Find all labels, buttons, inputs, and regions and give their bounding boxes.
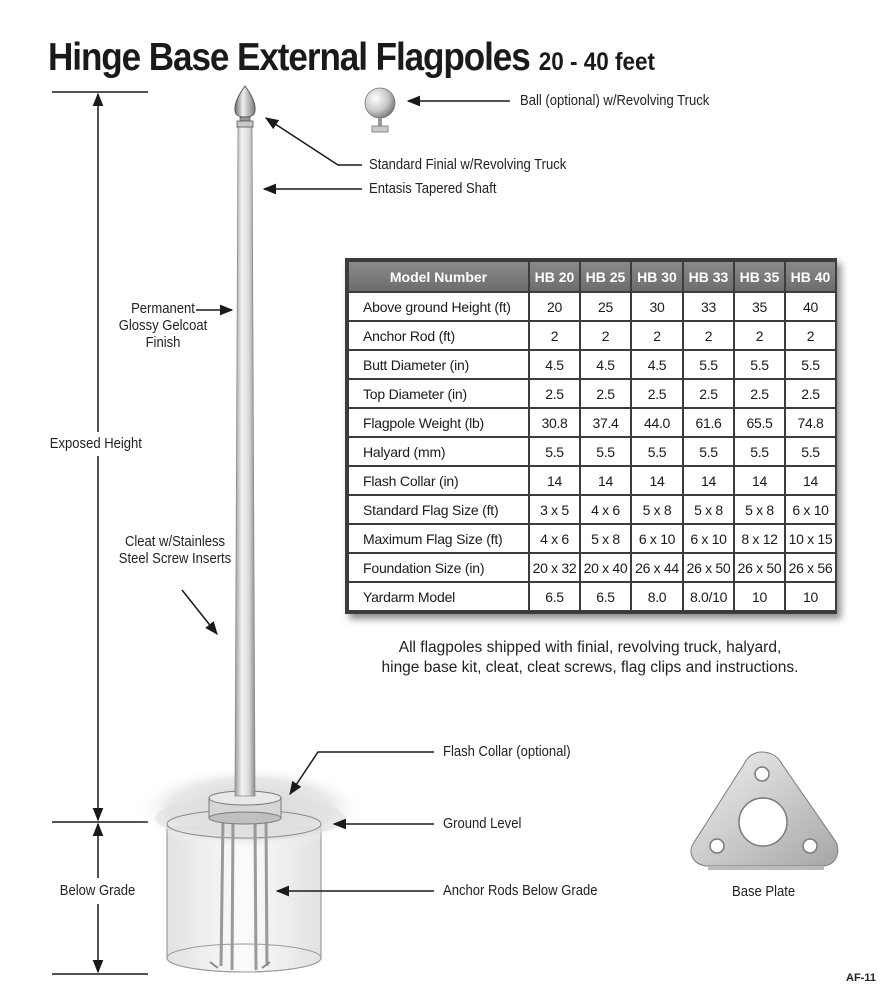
row-label: Standard Flag Size (ft) <box>348 495 529 524</box>
table-cell: 6 x 10 <box>683 524 734 553</box>
header-hb25: HB 25 <box>580 261 631 292</box>
table-cell: 26 x 44 <box>631 553 683 582</box>
table-cell: 14 <box>683 466 734 495</box>
note-line-1: All flagpoles shipped with finial, revolving truck, halyard, <box>398 639 782 656</box>
table-cell: 26 x 56 <box>785 553 836 582</box>
table-cell: 5 x 8 <box>580 524 631 553</box>
table-cell: 8.0/10 <box>683 582 734 611</box>
finial-callout: Standard Finial w/Revolving Truck <box>369 157 567 173</box>
table-row <box>348 292 836 321</box>
table-cell: 35 <box>734 292 785 321</box>
table-row <box>348 553 836 582</box>
table-cell: 33 <box>683 292 734 321</box>
table-cell: 5.5 <box>785 437 836 466</box>
finish-callout: Permanent Glossy Gelcoat Finish <box>118 301 208 351</box>
row-label: Anchor Rod (ft) <box>348 321 529 350</box>
row-label: Yardarm Model <box>348 582 529 611</box>
table-cell: 30.8 <box>529 408 580 437</box>
table-header-row <box>348 261 836 292</box>
table-cell: 14 <box>580 466 631 495</box>
flash-collar-callout: Flash Collar (optional) <box>443 744 571 760</box>
header-hb30: HB 30 <box>631 261 683 292</box>
row-label: Flagpole Weight (lb) <box>348 408 529 437</box>
table-cell: 2.5 <box>529 379 580 408</box>
table-cell: 2.5 <box>580 379 631 408</box>
base-plate <box>691 752 838 868</box>
spec-table <box>347 260 837 612</box>
base-plate-label: Base Plate <box>732 884 796 900</box>
table-cell: 14 <box>734 466 785 495</box>
table-cell: 5.5 <box>785 350 836 379</box>
table-row <box>348 437 836 466</box>
table-cell: 61.6 <box>683 408 734 437</box>
page-number: AF-11 <box>846 972 876 984</box>
table-cell: 30 <box>631 292 683 321</box>
pole-shaft <box>235 126 255 796</box>
spec-table-body <box>348 292 836 611</box>
table-cell: 4.5 <box>580 350 631 379</box>
shipping-note <box>380 638 800 678</box>
finial <box>235 86 255 127</box>
table-cell: 14 <box>529 466 580 495</box>
row-label: Top Diameter (in) <box>348 379 529 408</box>
table-cell: 2 <box>734 321 785 350</box>
table-cell: 2 <box>785 321 836 350</box>
table-cell: 74.8 <box>785 408 836 437</box>
table-cell: 4.5 <box>631 350 683 379</box>
table-cell: 65.5 <box>734 408 785 437</box>
table-row <box>348 524 836 553</box>
table-cell: 2 <box>580 321 631 350</box>
table-cell: 2 <box>529 321 580 350</box>
title-sub: 20 - 40 feet <box>538 48 656 76</box>
table-row <box>348 582 836 611</box>
table-cell: 5.5 <box>734 437 785 466</box>
cleat-callout: Cleat w/Stainless Steel Screw Inserts <box>118 534 232 567</box>
table-cell: 5.5 <box>734 350 785 379</box>
anchor-rods-callout: Anchor Rods Below Grade <box>443 883 598 899</box>
table-cell: 14 <box>631 466 683 495</box>
table-cell: 26 x 50 <box>683 553 734 582</box>
header-hb35: HB 35 <box>734 261 785 292</box>
table-cell: 4.5 <box>529 350 580 379</box>
below-grade-label: Below Grade <box>59 883 136 899</box>
table-cell: 20 x 32 <box>529 553 580 582</box>
table-row <box>348 350 836 379</box>
table-cell: 40 <box>785 292 836 321</box>
row-label: Foundation Size (in) <box>348 553 529 582</box>
table-cell: 20 x 40 <box>580 553 631 582</box>
table-cell: 5 x 8 <box>631 495 683 524</box>
table-cell: 4 x 6 <box>529 524 580 553</box>
row-label: Maximum Flag Size (ft) <box>348 524 529 553</box>
table-cell: 37.4 <box>580 408 631 437</box>
shaft-callout: Entasis Tapered Shaft <box>369 181 497 197</box>
table-cell: 8 x 12 <box>734 524 785 553</box>
row-label: Flash Collar (in) <box>348 466 529 495</box>
ball-finial <box>365 88 395 132</box>
row-label: Butt Diameter (in) <box>348 350 529 379</box>
table-cell: 6 x 10 <box>785 495 836 524</box>
table-cell: 3 x 5 <box>529 495 580 524</box>
ball-callout: Ball (optional) w/Revolving Truck <box>520 93 710 109</box>
table-cell: 10 <box>734 582 785 611</box>
table-row <box>348 321 836 350</box>
table-cell: 10 <box>785 582 836 611</box>
table-cell: 8.0 <box>631 582 683 611</box>
table-cell: 6.5 <box>580 582 631 611</box>
table-cell: 20 <box>529 292 580 321</box>
table-row <box>348 466 836 495</box>
header-hb40: HB 40 <box>785 261 836 292</box>
dimension-lines <box>52 92 148 974</box>
table-cell: 5.5 <box>580 437 631 466</box>
table-cell: 14 <box>785 466 836 495</box>
table-cell: 5.5 <box>631 437 683 466</box>
ground-level-callout: Ground Level <box>443 816 522 832</box>
table-cell: 5.5 <box>683 350 734 379</box>
table-row <box>348 379 836 408</box>
table-cell: 44.0 <box>631 408 683 437</box>
table-cell: 5 x 8 <box>734 495 785 524</box>
row-label: Halyard (mm) <box>348 437 529 466</box>
title-main: Hinge Base External Flagpoles <box>48 36 530 79</box>
table-cell: 6 x 10 <box>631 524 683 553</box>
table-cell: 5 x 8 <box>683 495 734 524</box>
header-hb20: HB 20 <box>529 261 580 292</box>
table-cell: 5.5 <box>683 437 734 466</box>
table-cell: 2.5 <box>785 379 836 408</box>
table-cell: 2 <box>683 321 734 350</box>
spec-table-frame <box>345 258 837 614</box>
table-cell: 10 x 15 <box>785 524 836 553</box>
table-cell: 26 x 50 <box>734 553 785 582</box>
header-model-number: Model Number <box>348 261 529 292</box>
table-row <box>348 495 836 524</box>
table-cell: 5.5 <box>529 437 580 466</box>
table-cell: 2.5 <box>683 379 734 408</box>
table-row <box>348 408 836 437</box>
exposed-height-label: Exposed Height <box>49 436 142 452</box>
table-cell: 2.5 <box>631 379 683 408</box>
table-cell: 2.5 <box>734 379 785 408</box>
header-hb33: HB 33 <box>683 261 734 292</box>
table-cell: 2 <box>631 321 683 350</box>
row-label: Above ground Height (ft) <box>348 292 529 321</box>
table-cell: 4 x 6 <box>580 495 631 524</box>
table-cell: 25 <box>580 292 631 321</box>
table-cell: 6.5 <box>529 582 580 611</box>
note-line-2: hinge base kit, cleat, cleat screws, flag clips and instructions. <box>381 659 799 676</box>
